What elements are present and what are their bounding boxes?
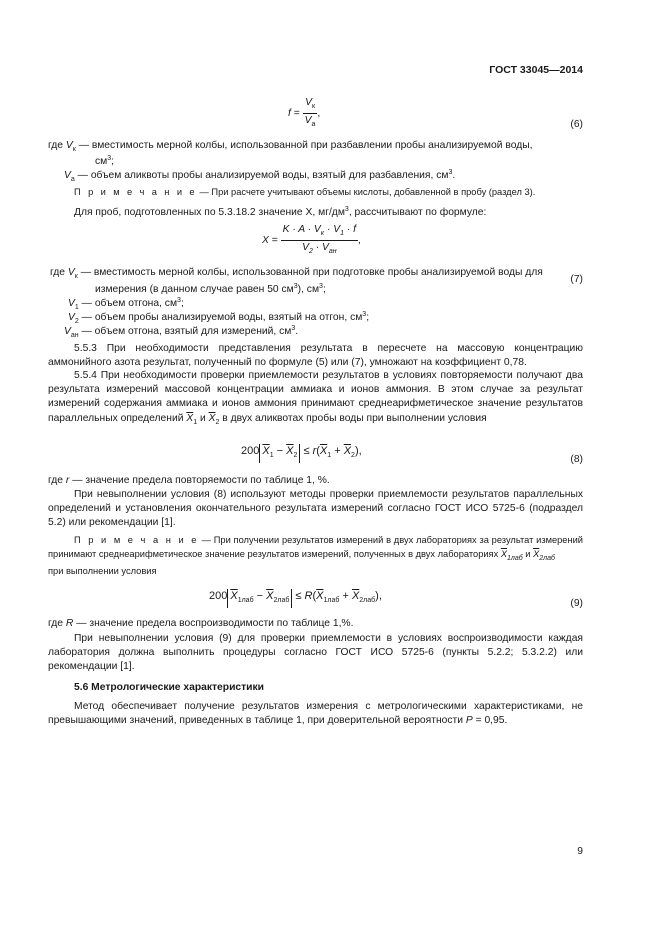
var-sub: 1лаб	[237, 597, 254, 604]
section-heading-5-6: 5.6 Метрологические характеристики	[74, 682, 264, 693]
definition-r	[48, 474, 583, 488]
where-prefix: где	[48, 475, 66, 486]
formula-8-coef: 200	[241, 445, 260, 457]
definition-text: — объем отгона, взятый для измерений, см	[81, 326, 292, 337]
var-v: V	[64, 326, 71, 337]
var-x1: $\overline{X}$	[262, 445, 270, 457]
var-R: R	[65, 618, 74, 629]
definition-text: — значение предела воспроизводимости по таблице 1,%.	[73, 618, 354, 629]
note-text-end: при выполнении условия	[48, 566, 157, 576]
definition-R	[48, 617, 583, 631]
conj: и	[522, 548, 534, 559]
op-minus: −	[253, 590, 267, 602]
paragraph-5-6	[48, 700, 583, 728]
equation-number-7: (7)	[570, 274, 583, 285]
note-label: П р и м е ч а н и е	[74, 187, 197, 197]
var-x1: $\overline{X}$	[230, 590, 238, 602]
unit-sup: 3	[293, 283, 298, 290]
var-x1: $\overline{X}$	[316, 590, 324, 602]
var-x1: $\overline{X}$	[500, 548, 508, 559]
var-v: V	[64, 170, 71, 181]
formula-7-den-sub-b: ан	[328, 248, 337, 255]
unit-cm: см	[95, 156, 108, 167]
var-sub: 2	[215, 418, 220, 426]
definition-text: — объем аликвоты пробы анализируемой воды, взятый для разбавления, см	[77, 170, 449, 181]
formula-7-den-sub-a: 2	[308, 248, 313, 255]
equation-number-8: (8)	[570, 454, 583, 465]
formula-9-coef: 200	[209, 590, 228, 602]
note-1	[48, 185, 583, 199]
var-x2: $\overline{X}$	[533, 548, 540, 559]
var-sub: 2лаб	[359, 597, 376, 604]
definition-text: ), см	[297, 284, 320, 295]
formula-6-fraction	[303, 97, 321, 130]
var-v: V	[65, 140, 73, 151]
var-sub: ан	[70, 332, 79, 339]
equation-number-6: (6)	[570, 119, 583, 130]
para-text: 5.5.4 При необходимости проверки приемлемости результатов в условиях повторяемости получают два результата измерений массовой концентрации аммиака и ионов аммония. В этом случае за результат измерений содержания аммиака и ионов аммония принимают среднеарифметическое значение результатов параллельных определений	[48, 370, 583, 424]
var-sub: к	[72, 146, 76, 153]
where-prefix: где	[50, 267, 66, 278]
var-x2: $\overline{X}$	[266, 590, 274, 602]
formula-7-num-end: · f	[344, 224, 357, 235]
formula-7-num: K · A · V	[282, 224, 321, 235]
paren-right: )	[375, 590, 379, 602]
var-x2: $\overline{X}$	[343, 445, 352, 457]
var-sub: 1лаб	[323, 597, 340, 604]
formula-8	[241, 444, 362, 463]
equation-number-9: (9)	[570, 598, 583, 609]
paragraph-fail-8: При невыполнении условия (8) используют методы проверки приемлемости результатов параллельных определений и установления окончательного результата измерений согласно ГОСТ ИСО 5725-6 (подраздел 5.2) или рекомендации [1].	[48, 489, 583, 529]
formula-7-lhs: X	[262, 235, 269, 247]
var-sub: 1	[74, 304, 79, 311]
var-sub: 2лаб	[273, 597, 290, 604]
punct: ;	[366, 312, 370, 323]
var-sub: к	[74, 273, 78, 280]
formula-9-comma: ,	[378, 590, 382, 602]
note-2	[48, 534, 583, 579]
formula-6-den-var: V	[304, 115, 312, 126]
var-x2: $\overline{X}$	[286, 445, 294, 457]
page-number: 9	[577, 846, 583, 857]
unit-sup: 3	[291, 325, 296, 332]
formula-6-comma: ,	[317, 108, 321, 120]
unit-sup: 3	[319, 283, 323, 290]
formula-7-den-a: V	[302, 242, 309, 253]
paren-left: (	[316, 445, 320, 457]
para-text: Для проб, подготовленных по 5.3.18.2 значение X, мг/дм	[74, 207, 345, 218]
conj: и	[197, 412, 209, 424]
para-text-end: = 0,95.	[472, 715, 508, 727]
var-v: V	[67, 267, 75, 278]
var-sub: 1лаб	[507, 554, 523, 562]
unit-sup: 3	[107, 155, 112, 162]
paragraph-5-5-4	[48, 369, 583, 430]
op-le: ≤	[300, 445, 313, 457]
var-r: r	[312, 445, 317, 457]
var-sub: 1	[327, 452, 332, 459]
punct: ;	[322, 284, 326, 295]
var-v: V	[68, 298, 75, 309]
formula-7-comma: ,	[358, 235, 361, 247]
formula-7-num-sub2: 1	[340, 230, 345, 237]
note-text: — При расчете учитывают объемы кислоты, добавленной в пробу (раздел 3).	[196, 187, 536, 197]
formula-9-abs	[227, 589, 292, 608]
formula-8-comma: ,	[358, 445, 362, 457]
var-P: P	[465, 715, 473, 727]
definition-text: — объем пробы анализируемой воды, взятый на отгон, см	[81, 312, 363, 323]
var-R: R	[304, 590, 313, 602]
punct: .	[452, 170, 456, 181]
op-minus: −	[273, 445, 287, 457]
definition-text: — вместимость мерной колбы, использованной при подготовке пробы анализируемой воды для	[80, 267, 543, 278]
unit-sup: 3	[344, 206, 349, 213]
formula-6-num-var: V	[305, 97, 312, 108]
formula-6-lhs: f	[288, 108, 291, 120]
formula-6	[288, 97, 320, 130]
definition-text: — вместимость мерной колбы, использованной при разбавлении пробы анализируемой воды,	[78, 140, 533, 151]
var-v: V	[68, 312, 75, 323]
var-x1: $\overline{X}$	[319, 445, 328, 457]
formula-7-eq: =	[271, 235, 278, 247]
var-sub: 2лаб	[539, 554, 555, 562]
formula-8-abs	[259, 444, 300, 463]
paragraph-x	[48, 203, 583, 220]
formula-7-fraction	[281, 224, 358, 257]
var-r: r	[65, 475, 70, 486]
op-plus: +	[339, 590, 352, 602]
paragraph-5-5-3: 5.5.3 При необходимости представления результата в пересчете на массовую концентрацию аммонийного азота результат, полученный по формуле (5) или (7), умножают на коэффициент 0,78.	[48, 343, 583, 369]
formula-6-num-sub: к	[311, 103, 315, 110]
unit-sup: 3	[177, 297, 181, 304]
punct: ;	[180, 298, 184, 309]
var-sub: 2	[74, 318, 79, 325]
where-prefix: где	[48, 618, 66, 629]
formula-7-num-mid: · V	[324, 224, 341, 235]
var-x2: $\overline{X}$	[208, 412, 216, 424]
para-text-end: , рассчитывают по формуле:	[348, 207, 487, 218]
definition-text: — значение предела повторяемости по таблице 1, %.	[69, 475, 330, 486]
var-sub: 2	[293, 452, 298, 459]
var-sub: а	[70, 176, 75, 183]
para-text: в двух аликвотах пробы воды при выполнении условия	[219, 412, 487, 424]
var-sub: 1	[193, 418, 198, 426]
op-plus: +	[331, 445, 344, 457]
formula-6-den-sub: а	[311, 121, 316, 128]
formula-7	[262, 224, 361, 257]
definition-vk-6	[48, 139, 588, 157]
var-x1: $\overline{X}$	[186, 412, 194, 424]
unit-sup: 3	[448, 169, 453, 176]
formula-7-den-mid: · V	[312, 242, 329, 253]
formula-7-num-sub: к	[320, 230, 325, 237]
formula-6-eq: =	[293, 108, 300, 120]
definition-text: измерения (в данном случае равен 50 см	[95, 284, 294, 295]
para-text: Метод обеспечивает получение результатов измерения с метрологическими характеристиками, не превышающими значений, приведенных в таблице 1, при доверительной вероятности	[48, 701, 583, 727]
note-text: — При получении результатов измерений в двух лабораториях за результат измерений принимают среднеарифметическое значение результатов измерений, полученных в двух лабораториях	[48, 535, 583, 559]
punct: .	[295, 326, 299, 337]
definition-text: — объем отгона, см	[81, 298, 178, 309]
note-label: П р и м е ч а н и е	[74, 535, 199, 545]
var-sub: 2	[351, 452, 355, 459]
paren-left: (	[312, 590, 317, 602]
var-x2: $\overline{X}$	[351, 590, 360, 602]
where-prefix: где	[48, 140, 64, 151]
op-le: ≤	[292, 590, 305, 602]
punct: ;	[111, 156, 115, 167]
paragraph-fail-9: При невыполнении условия (9) для проверки приемлемости в условиях воспроизводимости каждая лаборатория должна выполнить процедуры согласно ГОСТ ИСО 5725-6 (пункты 5.2.2; 5.3.2.2) или рекомендации [1].	[48, 633, 583, 673]
document-header: ГОСТ 33045—2014	[489, 64, 583, 76]
var-sub: 1	[269, 452, 274, 459]
paren-right: )	[354, 445, 359, 457]
unit-sup: 3	[362, 311, 367, 318]
formula-9	[209, 589, 382, 608]
definition-van-7	[64, 322, 298, 343]
